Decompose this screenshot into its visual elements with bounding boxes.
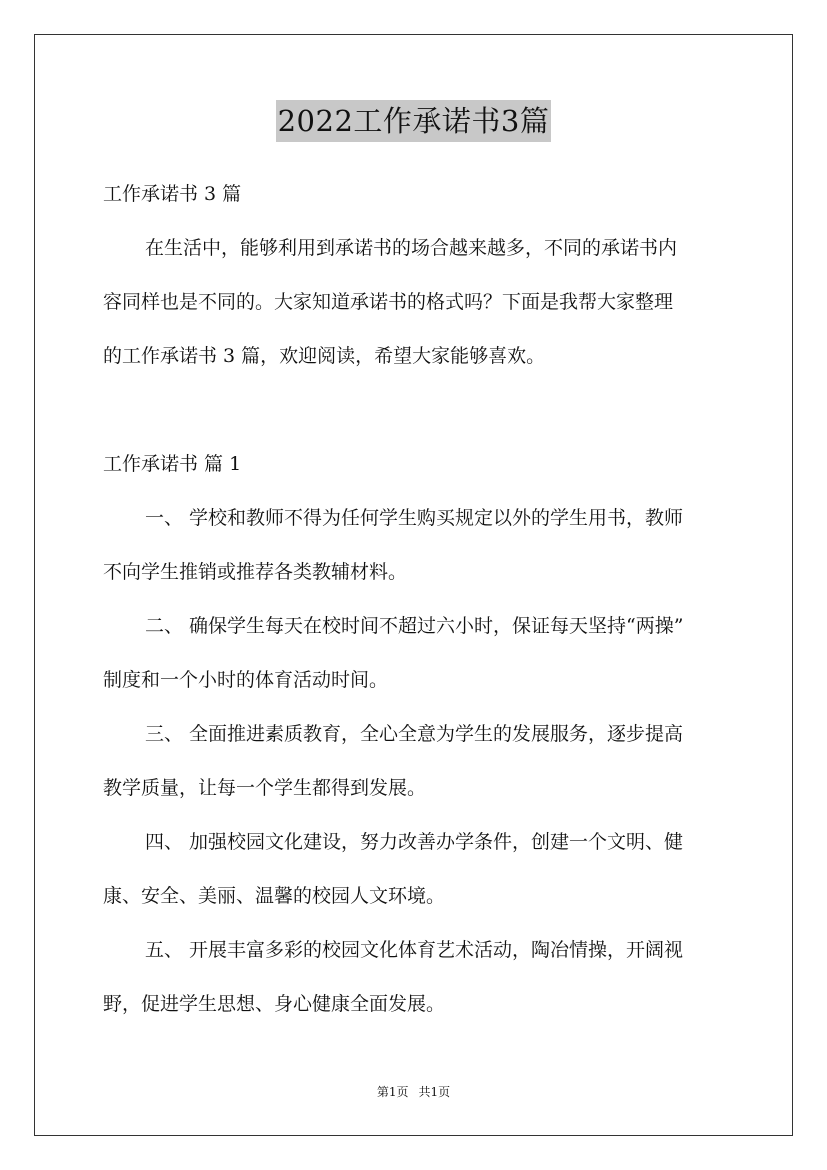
page-number: 第1页 <box>376 1085 409 1099</box>
item-line: 五、 开展丰富多彩的校园文化体育艺术活动，陶冶情操，开阔视 <box>145 939 684 961</box>
item-line: 一、 学校和教师不得为任何学生购买规定以外的学生用书，教师 <box>145 507 684 529</box>
item-line: 康、安全、美丽、温馨的校园人文环境。 <box>103 885 446 907</box>
item-line: 野，促进学生思想、身心健康全面发展。 <box>103 993 446 1015</box>
page-total: 共1页 <box>418 1085 451 1099</box>
item-line: 不向学生推销或推荐各类教辅材料。 <box>103 561 408 583</box>
item-line: 教学质量，让每一个学生都得到发展。 <box>103 777 427 799</box>
section-heading: 工作承诺书 篇 1 <box>103 453 242 475</box>
page-footer <box>0 1084 827 1100</box>
intro-line: 在生活中，能够利用到承诺书的场合越来越多，不同的承诺书内 <box>145 237 678 259</box>
item-line: 制度和一个小时的体育活动时间。 <box>103 669 389 691</box>
intro-line: 容同样也是不同的。大家知道承诺书的格式吗？下面是我帮大家整理 <box>103 291 674 313</box>
document-subtitle: 工作承诺书 3 篇 <box>103 183 242 205</box>
document-title: 2022工作承诺书3篇 <box>276 100 552 142</box>
title-container <box>0 100 827 142</box>
intro-line: 的工作承诺书 3 篇，欢迎阅读，希望大家能够喜欢。 <box>103 345 546 367</box>
item-line: 二、 确保学生每天在校时间不超过六小时，保证每天坚持“两操” <box>145 615 684 637</box>
item-line: 三、 全面推进素质教育，全心全意为学生的发展服务，逐步提高 <box>145 723 684 745</box>
item-line: 四、 加强校园文化建设，努力改善办学条件，创建一个文明、健 <box>145 831 684 853</box>
